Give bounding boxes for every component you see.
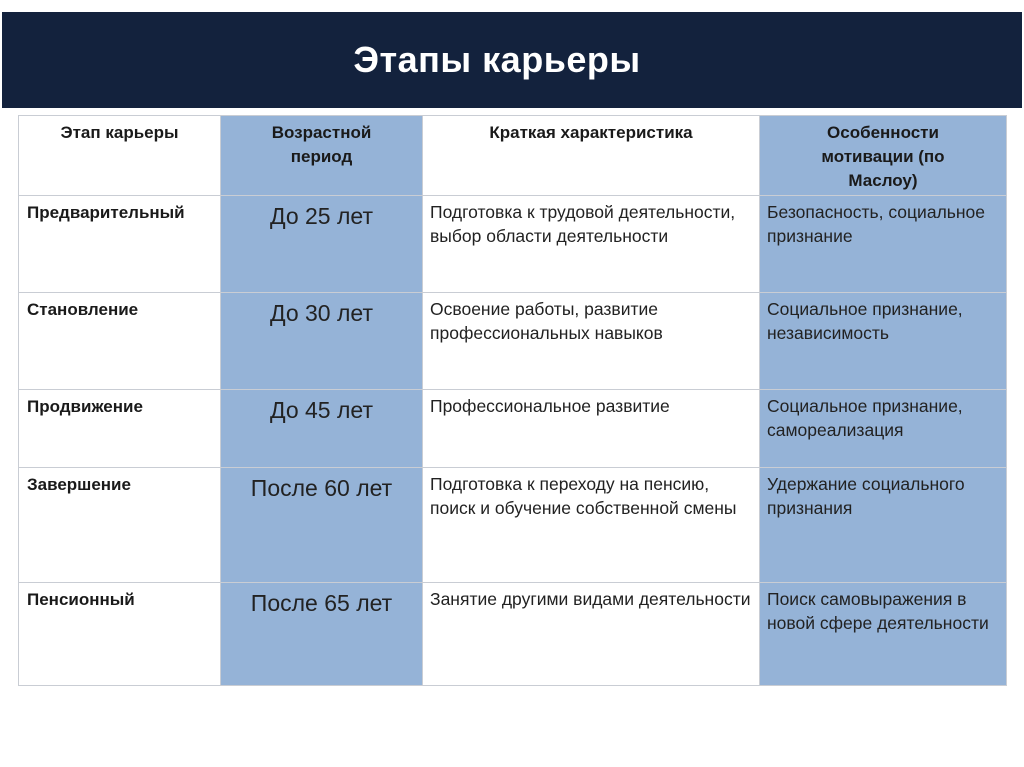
age-cell: После 60 лет <box>221 468 423 583</box>
header-motivation-label: Особенности мотивации (по Маслоу) <box>821 123 945 190</box>
description-cell: Профессиональное развитие <box>423 390 760 468</box>
stage-cell: Продвижение <box>19 390 221 468</box>
description-cell: Подготовка к трудовой деятельности, выбор области деятельности <box>423 196 760 293</box>
header-description: Краткая характеристика <box>423 116 760 196</box>
header-age <box>221 116 423 196</box>
motivation-cell: Поиск самовыражения в новой сфере деятельности <box>760 583 1007 686</box>
motivation-cell: Социальное признание, самореализация <box>760 390 1007 468</box>
table-row <box>19 468 1007 583</box>
table-header-row <box>19 116 1007 196</box>
title-bar <box>2 12 1022 108</box>
stage-cell: Предварительный <box>19 196 221 293</box>
table-row <box>19 390 1007 468</box>
table-row <box>19 196 1007 293</box>
slide-title: Этапы карьеры <box>353 39 641 80</box>
description-cell: Освоение работы, развитие профессиональных навыков <box>423 293 760 390</box>
motivation-cell: Социальное признание, независимость <box>760 293 1007 390</box>
description-cell: Подготовка к переходу на пенсию, поиск и обучение собственной смены <box>423 468 760 583</box>
description-cell: Занятие другими видами деятельности <box>423 583 760 686</box>
header-stage: Этап карьеры <box>19 116 221 196</box>
stage-cell: Становление <box>19 293 221 390</box>
age-cell: До 25 лет <box>221 196 423 293</box>
age-cell: До 45 лет <box>221 390 423 468</box>
stage-cell: Завершение <box>19 468 221 583</box>
header-motivation <box>760 116 1007 196</box>
table-row <box>19 293 1007 390</box>
motivation-cell: Удержание социального признания <box>760 468 1007 583</box>
table-row <box>19 583 1007 686</box>
age-cell: До 30 лет <box>221 293 423 390</box>
age-cell: После 65 лет <box>221 583 423 686</box>
header-age-label: Возрастной период <box>271 123 372 166</box>
motivation-cell: Безопасность, социальное признание <box>760 196 1007 293</box>
career-stages-table <box>18 115 1007 686</box>
stage-cell: Пенсионный <box>19 583 221 686</box>
